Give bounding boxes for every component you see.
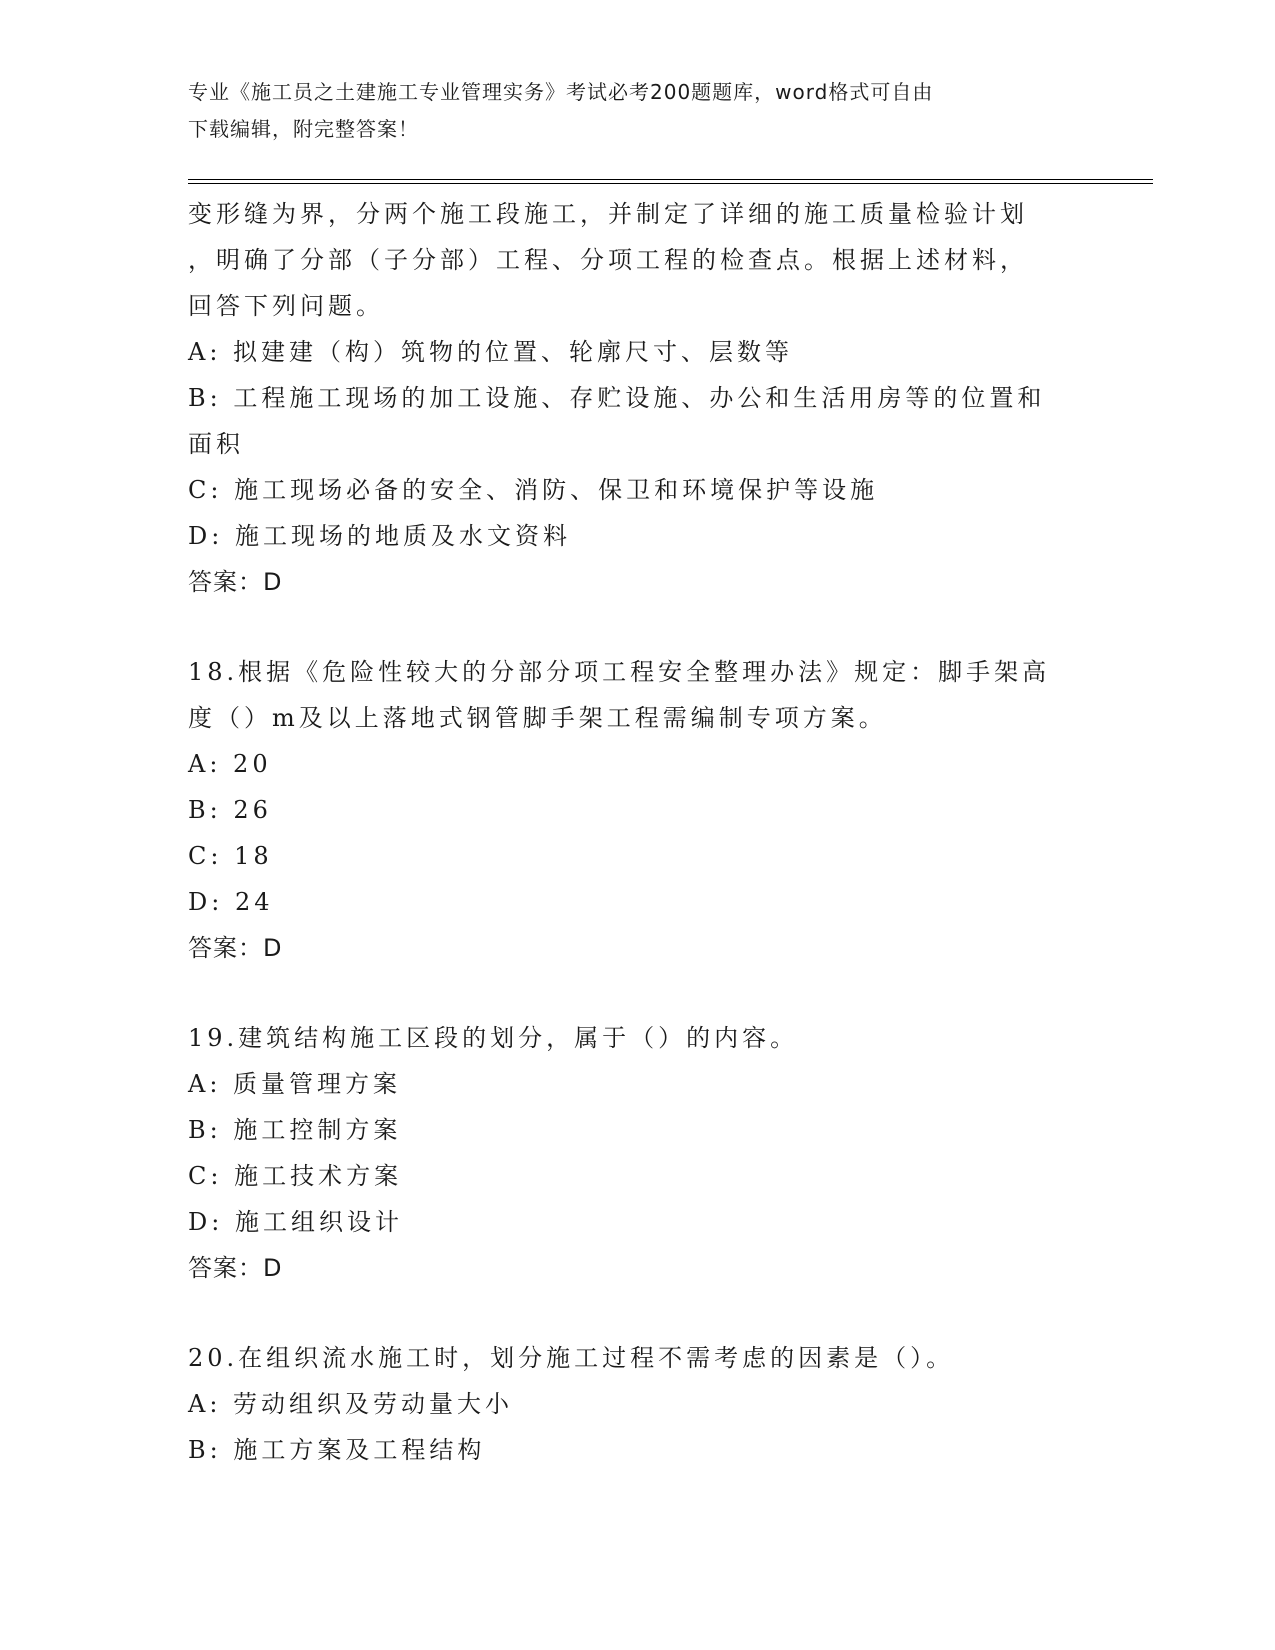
question-spacer <box>188 605 1088 649</box>
question-stem-line: 度（）m及以上落地式钢管脚手架工程需编制专项方案。 <box>188 704 887 732</box>
answer-label: 答案：D <box>188 934 283 962</box>
header-title-line-1: 专业《施工员之土建施工专业管理实务》考试必考200题题库，word格式可自由 <box>188 80 934 104</box>
question-stem-line: ，明确了分部（子分部）工程、分项工程的检查点。根据上述材料， <box>188 246 1028 274</box>
question-20 <box>188 1335 1088 1473</box>
question-spacer <box>188 1291 1088 1335</box>
option-a: A: 质量管理方案 <box>188 1070 402 1098</box>
answer-label: 答案：D <box>188 1254 283 1282</box>
option-c: C: 施工技术方案 <box>188 1162 403 1190</box>
document-header <box>188 74 1088 148</box>
option-b-continued: 面积 <box>188 430 244 458</box>
option-d: D: 施工现场的地质及水文资料 <box>188 522 571 550</box>
option-b: B: 工程施工现场的加工设施、存贮设施、办公和生活用房等的位置和 <box>188 384 1046 412</box>
option-a: A: 劳动组织及劳动量大小 <box>188 1390 514 1418</box>
question-19 <box>188 1015 1088 1291</box>
question-stem-line: 回答下列问题。 <box>188 292 384 320</box>
header-divider-bottom <box>188 183 1153 184</box>
question-stem-line: 19.建筑结构施工区段的划分，属于（）的内容。 <box>188 1024 799 1052</box>
question-stem-line: 20.在组织流水施工时，划分施工过程不需考虑的因素是（）。 <box>188 1344 955 1372</box>
option-b: B: 施工方案及工程结构 <box>188 1436 486 1464</box>
option-d: D: 施工组织设计 <box>188 1208 403 1236</box>
document-body <box>188 191 1088 1473</box>
option-a: A: 20 <box>188 750 272 778</box>
option-b: B: 施工控制方案 <box>188 1116 402 1144</box>
option-c: C: 18 <box>188 842 273 870</box>
question-17-continuation <box>188 191 1088 605</box>
option-b: B: 26 <box>188 796 272 824</box>
option-d: D: 24 <box>188 888 274 916</box>
answer-label: 答案：D <box>188 568 283 596</box>
question-18 <box>188 649 1088 971</box>
header-title-line-2: 下载编辑，附完整答案！ <box>188 117 419 141</box>
question-stem-line: 变形缝为界，分两个施工段施工，并制定了详细的施工质量检验计划 <box>188 200 1028 228</box>
question-stem-line: 18.根据《危险性较大的分部分项工程安全整理办法》规定：脚手架高 <box>188 658 1051 686</box>
option-a: A: 拟建建（构）筑物的位置、轮廓尺寸、层数等 <box>188 338 794 366</box>
option-c: C: 施工现场必备的安全、消防、保卫和环境保护等设施 <box>188 476 879 504</box>
question-spacer <box>188 971 1088 1015</box>
header-divider-top <box>188 179 1153 180</box>
